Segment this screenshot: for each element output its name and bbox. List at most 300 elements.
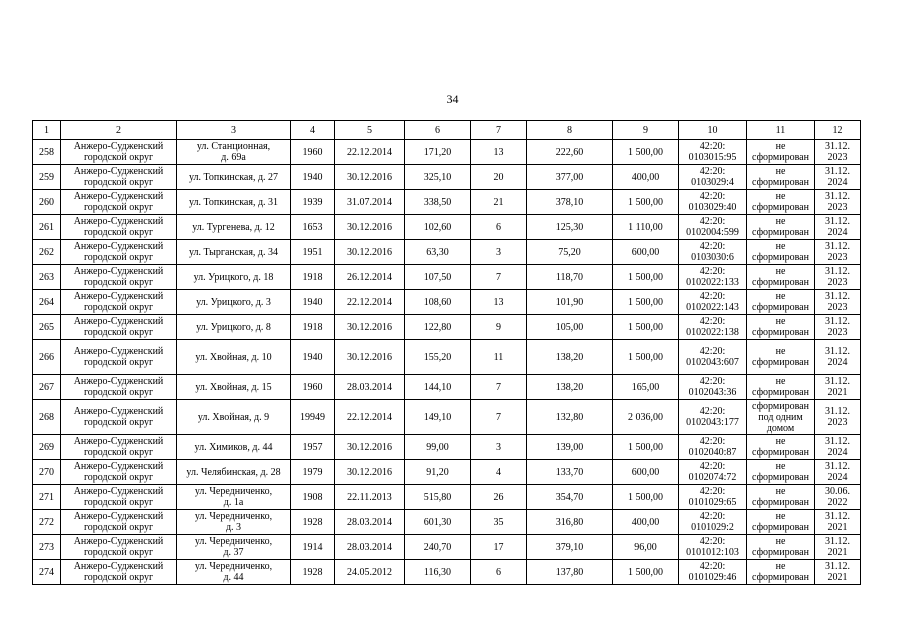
address-line: д. 37 (223, 547, 244, 558)
year-built (291, 265, 335, 290)
header-cell: 3 (177, 121, 291, 140)
date-line: 30.12.2016 (347, 351, 392, 363)
date-line: 22.12.2014 (347, 146, 392, 158)
cadastral-number (679, 435, 747, 460)
deadline-line: 31.12. (825, 241, 850, 252)
plot-area-line: 600,00 (631, 466, 660, 478)
plot-status-line: сформирован (752, 497, 809, 508)
plot-status (747, 215, 815, 240)
date (335, 265, 405, 290)
municipality-line: Анжеро-Судженский (73, 191, 164, 202)
year-built-line: 1960 (302, 146, 323, 158)
date-line: 28.03.2014 (347, 381, 392, 393)
date-line: 24.05.2012 (347, 566, 392, 578)
municipality (61, 165, 177, 190)
date (335, 535, 405, 560)
municipality-line: городской округ (83, 252, 154, 263)
date (335, 140, 405, 165)
cadastral-number-line: 0103015:95 (688, 152, 737, 163)
plot-area (613, 435, 679, 460)
row-number (33, 165, 61, 190)
header-cell: 4 (291, 121, 335, 140)
area-line: 338,50 (423, 196, 452, 208)
land-area-line: 75,20 (558, 246, 581, 258)
deadline-line: 31.12. (825, 461, 850, 472)
residents (471, 165, 527, 190)
table-row (33, 190, 861, 215)
date-line: 31.07.2014 (347, 196, 392, 208)
year-built-line: 1918 (302, 321, 323, 333)
land-area (527, 435, 613, 460)
land-area-line: 133,70 (555, 466, 584, 478)
cadastral-number (679, 560, 747, 585)
residents (471, 375, 527, 400)
row-number (33, 140, 61, 165)
deadline (815, 290, 861, 315)
deadline (815, 460, 861, 485)
address-line: ул. Топкинская, д. 27 (188, 171, 279, 183)
cadastral-number-line: 0101029:65 (688, 497, 737, 508)
residents (471, 140, 527, 165)
municipality-line: городской округ (83, 417, 154, 428)
row-number (33, 190, 61, 215)
address (177, 290, 291, 315)
municipality-line: городской округ (83, 387, 154, 398)
date (335, 460, 405, 485)
plot-status (747, 165, 815, 190)
table-row (33, 165, 861, 190)
residents-line: 9 (496, 321, 501, 333)
year-built (291, 560, 335, 585)
row-number-line: 270 (39, 466, 54, 478)
cadastral-number-line: 42:20: (699, 486, 726, 497)
plot-status-line: сформирован (752, 447, 809, 458)
cadastral-number (679, 340, 747, 375)
cadastral-number-line: 0102022:138 (686, 327, 739, 338)
municipality-line: городской округ (83, 472, 154, 483)
year-built-line: 1940 (302, 296, 323, 308)
municipality-line: Анжеро-Судженский (73, 511, 164, 522)
residents (471, 215, 527, 240)
plot-status (747, 510, 815, 535)
deadline-line: 31.12. (825, 561, 850, 572)
area-line: 240,70 (423, 541, 452, 553)
area (405, 400, 471, 435)
header-cell: 6 (405, 121, 471, 140)
plot-area (613, 315, 679, 340)
land-area-line: 132,80 (555, 411, 584, 423)
land-area-line: 377,00 (555, 171, 584, 183)
address-line: д. 1а (223, 497, 244, 508)
header-cell: 5 (335, 121, 405, 140)
year-built (291, 240, 335, 265)
row-number-line: 274 (39, 566, 54, 578)
row-number-line: 272 (39, 516, 54, 528)
land-area-line: 101,90 (555, 296, 584, 308)
municipality-line: городской округ (83, 447, 154, 458)
deadline-line: 2021 (827, 522, 848, 533)
cadastral-number (679, 485, 747, 510)
address (177, 535, 291, 560)
deadline-line: 2024 (827, 177, 848, 188)
plot-status-line: не (775, 346, 786, 357)
land-area (527, 140, 613, 165)
row-number-line: 273 (39, 541, 54, 553)
date (335, 315, 405, 340)
residents (471, 435, 527, 460)
date-line: 30.12.2016 (347, 321, 392, 333)
plot-area-line: 1 500,00 (628, 351, 663, 363)
residents-line: 11 (493, 351, 504, 363)
plot-status-line: сформирован (752, 387, 809, 398)
municipality-line: городской округ (83, 177, 154, 188)
plot-area-line: 1 500,00 (628, 441, 663, 453)
deadline-line: 2023 (827, 277, 848, 288)
plot-area (613, 560, 679, 585)
deadline-line: 2023 (827, 327, 848, 338)
area (405, 265, 471, 290)
plot-status (747, 315, 815, 340)
row-number-line: 268 (39, 411, 54, 423)
land-area-line: 378,10 (555, 196, 584, 208)
area-line: 515,80 (423, 491, 452, 503)
deadline-line: 30.06. (825, 486, 850, 497)
deadline-line: 2023 (827, 202, 848, 213)
municipality-line: Анжеро-Судженский (73, 561, 164, 572)
municipality-line: городской округ (83, 152, 154, 163)
cadastral-number-line: 42:20: (699, 376, 726, 387)
residents (471, 485, 527, 510)
cadastral-number-line: 42:20: (699, 461, 726, 472)
address (177, 265, 291, 290)
municipality-line: городской округ (83, 277, 154, 288)
plot-area-line: 400,00 (631, 516, 660, 528)
year-built-line: 1940 (302, 171, 323, 183)
table-row (33, 535, 861, 560)
plot-status-line: сформирован (752, 302, 809, 313)
row-number-line: 258 (39, 146, 54, 158)
address-line: ул. Урицкого, д. 8 (196, 321, 271, 333)
page-number: 34 (446, 92, 459, 106)
area-line: 325,10 (423, 171, 452, 183)
address-line: д. 44 (223, 572, 244, 583)
residents (471, 190, 527, 215)
year-built (291, 460, 335, 485)
year-built (291, 535, 335, 560)
year-built-line: 1653 (302, 221, 323, 233)
deadline-line: 2024 (827, 227, 848, 238)
plot-status (747, 190, 815, 215)
cadastral-number-line: 42:20: (699, 166, 726, 177)
plot-status (747, 485, 815, 510)
municipality-line: городской округ (83, 357, 154, 368)
header-row (33, 121, 861, 140)
address (177, 190, 291, 215)
table-row (33, 240, 861, 265)
deadline (815, 190, 861, 215)
municipality-line: Анжеро-Судженский (73, 141, 164, 152)
area (405, 375, 471, 400)
municipality (61, 510, 177, 535)
plot-status (747, 340, 815, 375)
date (335, 215, 405, 240)
address (177, 460, 291, 485)
address-line: ул. Чередниченко, (194, 511, 273, 522)
land-area-line: 379,10 (555, 541, 584, 553)
year-built-line: 1908 (302, 491, 323, 503)
row-number (33, 485, 61, 510)
date (335, 400, 405, 435)
year-built-line: 1928 (302, 566, 323, 578)
land-area (527, 190, 613, 215)
plot-status-line: сформирован (752, 357, 809, 368)
row-number-line: 259 (39, 171, 54, 183)
address-line: ул. Чередниченко, (194, 561, 273, 572)
table-row (33, 460, 861, 485)
deadline (815, 375, 861, 400)
date (335, 375, 405, 400)
municipality (61, 485, 177, 510)
header-cell: 11 (747, 121, 815, 140)
deadline-line: 31.12. (825, 266, 850, 277)
plot-status-line: сформирован (752, 227, 809, 238)
deadline-line: 31.12. (825, 166, 850, 177)
header-cell: 10 (679, 121, 747, 140)
land-area (527, 460, 613, 485)
land-area (527, 290, 613, 315)
year-built (291, 340, 335, 375)
cadastral-number-line: 0102004:599 (686, 227, 739, 238)
cadastral-number (679, 165, 747, 190)
address-line: ул. Урицкого, д. 3 (196, 296, 271, 308)
cadastral-number (679, 400, 747, 435)
land-area (527, 240, 613, 265)
area (405, 340, 471, 375)
date-line: 30.12.2016 (347, 441, 392, 453)
cadastral-number-line: 0102074:72 (688, 472, 737, 483)
land-area-line: 138,20 (555, 351, 584, 363)
row-number (33, 240, 61, 265)
address (177, 140, 291, 165)
date-line: 22.12.2014 (347, 411, 392, 423)
address-line: ул. Топкинская, д. 31 (188, 196, 279, 208)
row-number-line: 269 (39, 441, 54, 453)
municipality (61, 315, 177, 340)
municipality (61, 240, 177, 265)
land-area-line: 125,30 (555, 221, 584, 233)
plot-area (613, 460, 679, 485)
cadastral-number-line: 42:20: (699, 291, 726, 302)
date-line: 30.12.2016 (347, 221, 392, 233)
plot-area (613, 375, 679, 400)
land-area-line: 137,80 (555, 566, 584, 578)
plot-status-line: сформирован (752, 400, 809, 412)
cadastral-number-line: 0102043:607 (686, 357, 739, 368)
plot-status-line: под одним (758, 411, 803, 423)
deadline-line: 2024 (827, 447, 848, 458)
municipality-line: Анжеро-Судженский (73, 166, 164, 177)
row-number (33, 290, 61, 315)
header-cell: 12 (815, 121, 861, 140)
deadline-line: 31.12. (825, 511, 850, 522)
plot-status-line: сформирован (752, 547, 809, 558)
cadastral-number-line: 42:20: (699, 561, 726, 572)
year-built-line: 1928 (302, 516, 323, 528)
plot-status-line: не (775, 436, 786, 447)
land-area (527, 375, 613, 400)
address (177, 435, 291, 460)
year-built (291, 435, 335, 460)
municipality (61, 140, 177, 165)
plot-status-line: сформирован (752, 572, 809, 583)
cadastral-number (679, 460, 747, 485)
residents-line: 3 (496, 246, 501, 258)
deadline (815, 215, 861, 240)
cadastral-number-line: 0102043:177 (686, 417, 739, 428)
address-line: ул. Хвойная, д. 9 (197, 411, 270, 423)
cadastral-number-line: 42:20: (699, 436, 726, 447)
municipality-line: городской округ (83, 327, 154, 338)
plot-status (747, 460, 815, 485)
plot-area-line: 165,00 (631, 381, 660, 393)
municipality-line: Анжеро-Судженский (73, 436, 164, 447)
plot-status (747, 290, 815, 315)
plot-area (613, 535, 679, 560)
table-row (33, 340, 861, 375)
residents (471, 265, 527, 290)
row-number-line: 265 (39, 321, 54, 333)
table-row (33, 290, 861, 315)
area-line: 144,10 (423, 381, 452, 393)
table-row (33, 315, 861, 340)
table-row (33, 400, 861, 435)
plot-area (613, 400, 679, 435)
year-built-line: 1951 (302, 246, 323, 258)
deadline-line: 2021 (827, 547, 848, 558)
land-area-line: 138,20 (555, 381, 584, 393)
date (335, 560, 405, 585)
plot-status-line: не (775, 166, 786, 177)
area (405, 240, 471, 265)
table-row (33, 140, 861, 165)
row-number (33, 400, 61, 435)
area (405, 290, 471, 315)
plot-status (747, 140, 815, 165)
municipality-line: Анжеро-Судженский (73, 406, 164, 417)
date-line: 22.12.2014 (347, 296, 392, 308)
year-built-line: 1914 (302, 541, 323, 553)
area (405, 460, 471, 485)
deadline-line: 31.12. (825, 406, 850, 417)
year-built-line: 1979 (302, 466, 323, 478)
year-built (291, 140, 335, 165)
cadastral-number-line: 42:20: (699, 241, 726, 252)
plot-area-line: 1 500,00 (628, 566, 663, 578)
municipality-line: Анжеро-Судженский (73, 486, 164, 497)
residents (471, 560, 527, 585)
cadastral-number-line: 42:20: (699, 511, 726, 522)
cadastral-number (679, 375, 747, 400)
residents-line: 7 (496, 271, 501, 283)
plot-status-line: не (775, 376, 786, 387)
deadline-line: 31.12. (825, 191, 850, 202)
date-line: 28.03.2014 (347, 541, 392, 553)
plot-area (613, 140, 679, 165)
year-built-line: 1918 (302, 271, 323, 283)
municipality (61, 560, 177, 585)
municipality-line: Анжеро-Судженский (73, 376, 164, 387)
plot-status (747, 265, 815, 290)
municipality-line: городской округ (83, 572, 154, 583)
address (177, 215, 291, 240)
address-line: ул. Хвойная, д. 15 (195, 381, 272, 393)
cadastral-number (679, 290, 747, 315)
address (177, 400, 291, 435)
municipality (61, 340, 177, 375)
deadline (815, 240, 861, 265)
address (177, 340, 291, 375)
area-line: 102,60 (423, 221, 452, 233)
address (177, 315, 291, 340)
date-line: 22.11.2013 (347, 491, 392, 503)
housing-register-table (32, 120, 861, 585)
plot-status-line: не (775, 241, 786, 252)
plot-status-line: сформирован (752, 472, 809, 483)
municipality (61, 375, 177, 400)
plot-status-line: сформирован (752, 152, 809, 163)
municipality-line: городской округ (83, 202, 154, 213)
plot-status-line: сформирован (752, 202, 809, 213)
land-area (527, 165, 613, 190)
address (177, 485, 291, 510)
date (335, 435, 405, 460)
cadastral-number-line: 0101029:2 (691, 522, 734, 533)
municipality-line: Анжеро-Судженский (73, 241, 164, 252)
municipality-line: Анжеро-Судженский (73, 346, 164, 357)
cadastral-number-line: 0103030:6 (691, 252, 734, 263)
area (405, 190, 471, 215)
residents-line: 21 (493, 196, 504, 208)
row-number (33, 375, 61, 400)
address-line: ул. Тургенева, д. 12 (192, 221, 275, 233)
deadline-line: 2024 (827, 472, 848, 483)
residents (471, 535, 527, 560)
date (335, 190, 405, 215)
deadline-line: 2023 (827, 252, 848, 263)
area-line: 107,50 (423, 271, 452, 283)
land-area (527, 215, 613, 240)
deadline (815, 400, 861, 435)
date-line: 30.12.2016 (347, 466, 392, 478)
plot-area (613, 290, 679, 315)
row-number (33, 215, 61, 240)
row-number (33, 460, 61, 485)
plot-status (747, 400, 815, 435)
deadline (815, 560, 861, 585)
land-area-line: 316,80 (555, 516, 584, 528)
date-line: 28.03.2014 (347, 516, 392, 528)
plot-area (613, 165, 679, 190)
date (335, 240, 405, 265)
plot-area (613, 510, 679, 535)
year-built-line: 1940 (302, 351, 323, 363)
municipality (61, 400, 177, 435)
plot-area-line: 1 500,00 (628, 491, 663, 503)
row-number (33, 510, 61, 535)
cadastral-number-line: 42:20: (699, 191, 726, 202)
year-built-line: 1939 (302, 196, 323, 208)
municipality (61, 190, 177, 215)
